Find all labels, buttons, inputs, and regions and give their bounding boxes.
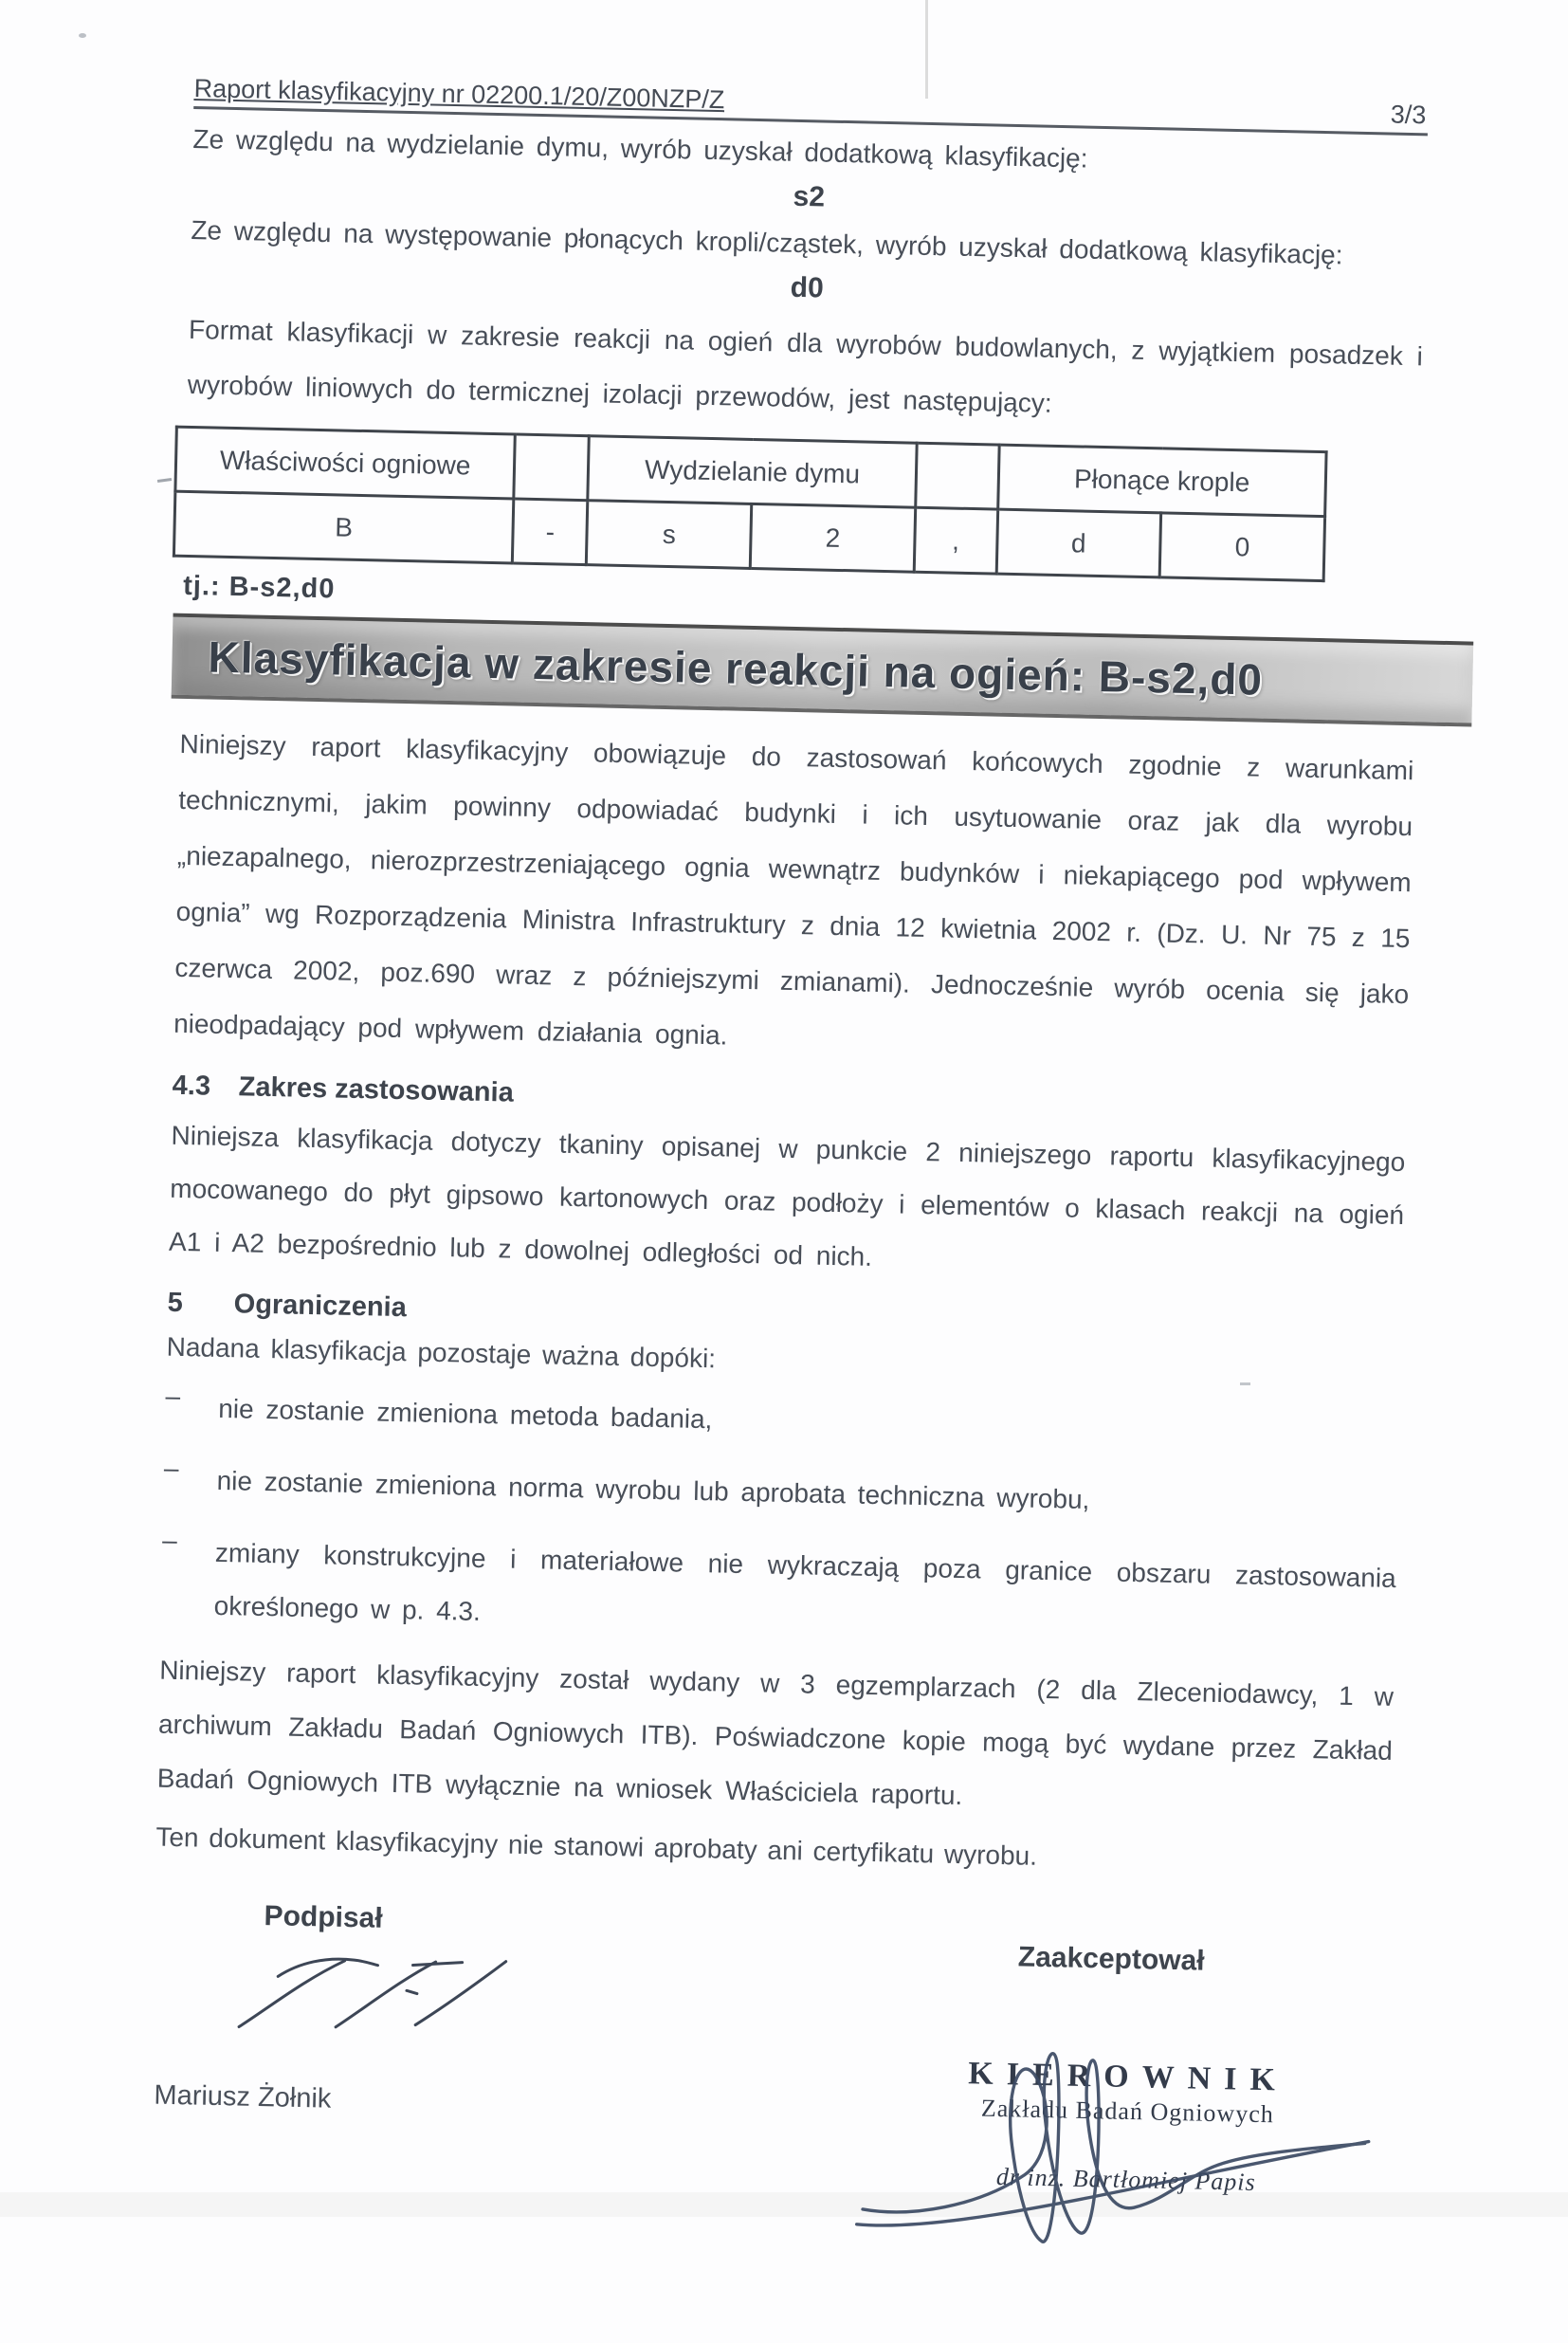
droplets-class-value: d0: [790, 271, 825, 304]
bullet-dash: –: [161, 1525, 178, 1555]
droplets-classification-line: Ze względu na występowanie płonących kropli/cząstek, wyrób uzyskał dodatkową klasyfikację:: [191, 214, 1343, 270]
cell-comma: ,: [914, 507, 997, 574]
header-spacer-2: [916, 443, 999, 509]
section-number: 4.3: [172, 1070, 211, 1102]
signature-area: [145, 1898, 1388, 2342]
classification-banner: [172, 613, 1474, 727]
section-number: 5: [167, 1287, 184, 1319]
handwritten-signature-right: [835, 2017, 1410, 2285]
limitation-item: [165, 1382, 1400, 1461]
cell-smoke-letter: s: [587, 501, 752, 569]
scope-paragraph: Niniejsza klasyfikacja dotyczy tkaniny opisanej w punkcie 2 niniejszego raportu klasyfikacyjnego mocowanego do płyt gipsowo kartonowych oraz podłoży i elementów o klasach reakcji na ogień A1 i A2 bezpośrednio lub z dowolnej odległości od nich.: [168, 1120, 1406, 1272]
smoke-classification-line: Ze względu na wydzielanie dymu, wyrób uzyskał dodatkową klasyfikację:: [192, 123, 1088, 174]
cell-smoke-digit: 2: [750, 503, 915, 572]
bullet-dash: –: [163, 1453, 179, 1483]
approver-organization: Zakładu Badań Ogniowych: [980, 2094, 1275, 2129]
copies-paragraph: Niniejszy raport klasyfikacyjny został wydany w 3 egzemplarzach (2 dla Zleceniodawcy, 1 w archiwum Zakładu Badań Ogniowych ITB). Poświadczone kopie mogą być wydane przez Zakład Badań Ogniowych ITB wyłącznie na wniosek Właściciela raportu.: [156, 1655, 1395, 1811]
limitation-text: nie zostanie zmieniona norma wyrobu lub aprobata techniczna wyrobu,: [216, 1465, 1090, 1514]
header-droplets: Płonące krople: [997, 445, 1326, 517]
disclaimer-line: Ten dokument klasyfikacyjny nie stanowi aprobaty ani certyfikatu wyrobu.: [155, 1821, 1038, 1871]
header-smoke: Wydzielanie dymu: [588, 436, 917, 508]
approver-name: dr inż. Bartłomiej Papis: [995, 2162, 1257, 2196]
validity-paragraph: Niniejszy raport klasyfikacyjny obowiązuje do zastosowań końcowych zgodnie z warunkami technicznymi, jakim powinny odpowiadać budynki i ich usytuowanie oraz jak dla wyrobu „niezapalnego, nierozprzestrzeniającego ognia wewnątrz budynków i niekapiącego pod wpływem ognia” wg Rozporządzenia Ministra Infrastruktury z dnia 12 kwietnia 2002 r. (Dz. U. Nr 75 z 15 czerwca 2002, poz.690 wraz z późniejszymi zmianami). Jednocześnie wyrób ocenia się jako nieodpadający pod wpływem działania ognia.: [173, 728, 1414, 1051]
cell-fire-class: B: [173, 491, 514, 563]
scan-edge-line: [925, 0, 928, 99]
limitations-intro: Nadana klasyfikacja pozostaje ważna dopóki:: [166, 1331, 717, 1374]
page-number: 3/3: [1390, 100, 1427, 130]
cell-droplet-digit: 0: [1159, 513, 1324, 581]
limitation-text: zmiany konstrukcyjne i materiałowe nie wykraczają poza granice obszaru zastosowania określonego w p. 4.3.: [213, 1537, 1397, 1626]
limitation-item: [163, 1454, 1398, 1533]
header-fire-properties: Właściwości ogniowe: [175, 427, 516, 499]
approver-title: KIEROWNIK: [967, 2056, 1289, 2098]
page-header: [193, 74, 1428, 136]
section-title: Ograniczenia: [233, 1289, 408, 1324]
abbreviation-line: tj.: B-s2,d0: [182, 570, 336, 605]
cell-droplet-letter: d: [996, 509, 1161, 577]
handwritten-signature-left: [231, 1945, 518, 2041]
accepted-by-label: Zaakceptował: [1017, 1941, 1205, 1977]
header-spacer-1: [514, 434, 590, 501]
classification-banner-text: Klasyfikacja w zakresie reakcji na ogień: B-s2,d0: [208, 632, 1264, 705]
section-title: Zakres zastosowania: [238, 1071, 515, 1108]
report-title: Raport klasyfikacyjny nr 02200.1/20/Z00NZP/Z: [193, 74, 725, 115]
format-paragraph: Format klasyfikacji w zakresie reakcji na ogień dla wyrobów budowlanych, z wyjątkiem posadzek i wyrobów liniowych do termicznej izolacji przewodów, jest następujący:: [187, 314, 1424, 418]
approver-stamp: [932, 2056, 1323, 2199]
bullet-dash: –: [165, 1381, 181, 1412]
limitation-item: [160, 1526, 1396, 1658]
signed-by-label: Podpisał: [264, 1900, 384, 1934]
cell-dash: -: [513, 499, 589, 565]
classification-table: [173, 426, 1328, 582]
scan-stray-mark: [157, 478, 172, 483]
smoke-class-value: s2: [793, 180, 826, 213]
signer-name: Mariusz Żołnik: [154, 2079, 332, 2114]
scan-speck: [79, 33, 86, 38]
limitation-text: nie zostanie zmieniona metoda badania,: [217, 1393, 713, 1435]
document-page: [145, 74, 1428, 2342]
